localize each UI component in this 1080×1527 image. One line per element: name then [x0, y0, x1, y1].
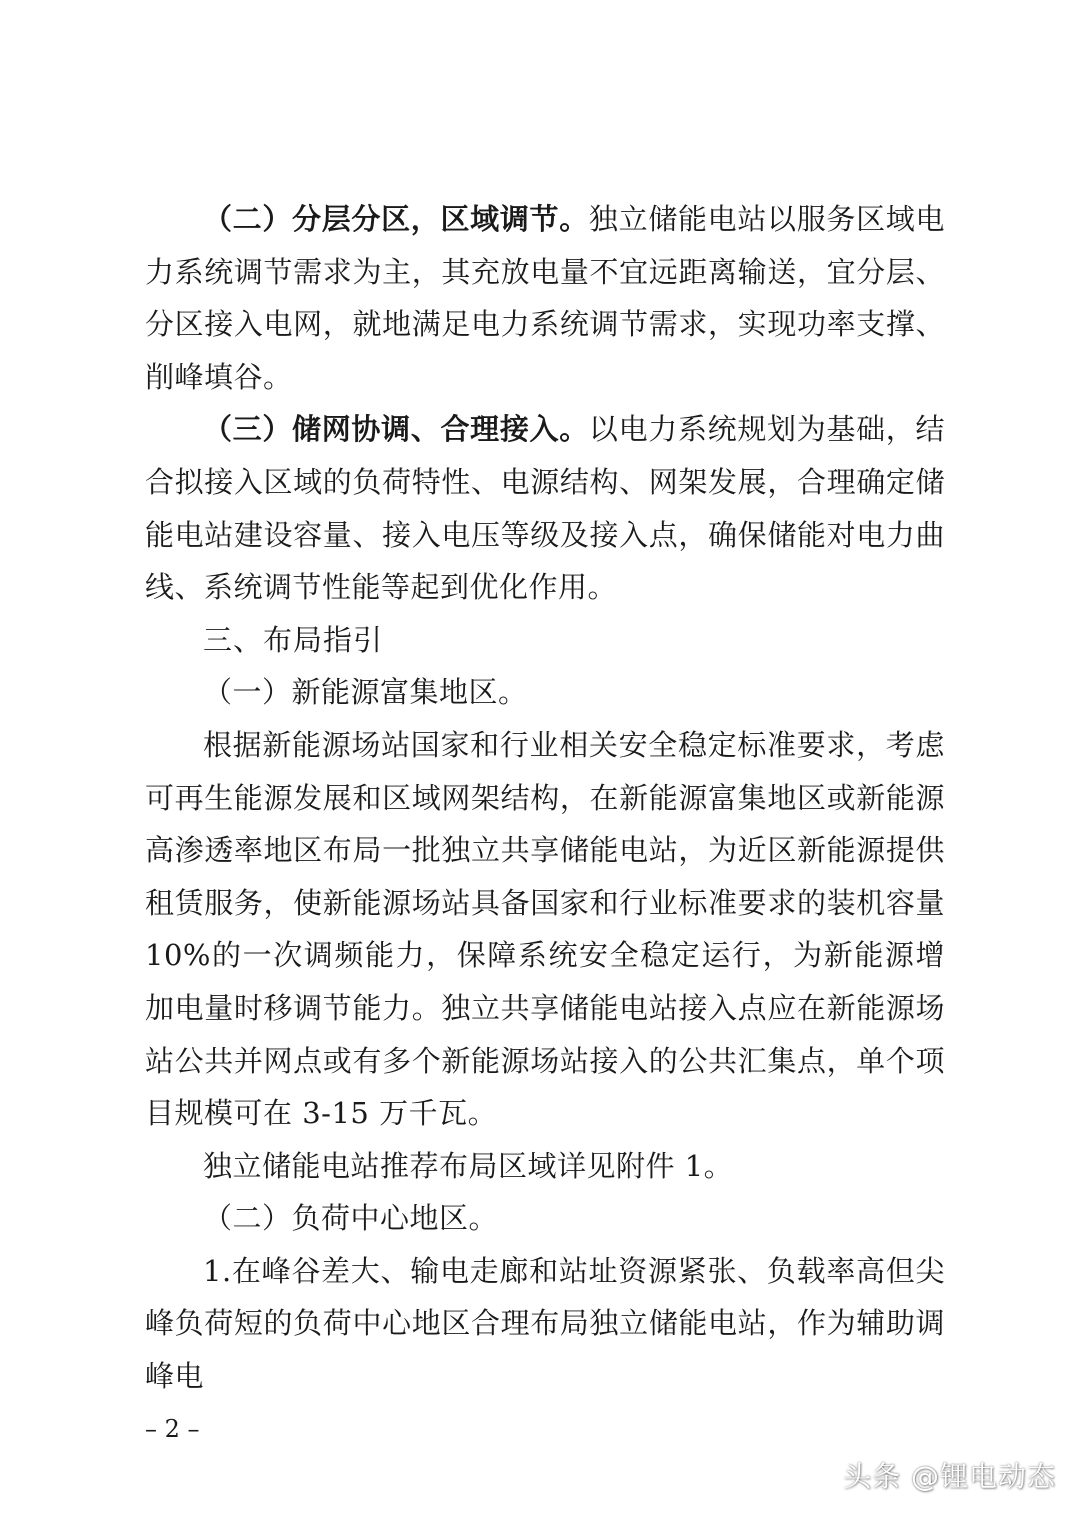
paragraph-lead: （二）分层分区，区域调节。 — [203, 202, 589, 236]
page-number: – 2 – — [145, 1415, 200, 1443]
paragraph-new-energy-regions: 根据新能源场站国家和行业相关安全稳定标准要求，考虑可再生能源发展和区域网架结构，在新能源富集地区或新能源高渗透率地区布局一批独立共享储能电站，为近区新能源提供租赁服务，使新能源场站具备国家和行业标准要求的装机容量 10%的一次调频能力，保障系统安全稳定运行，为新能源增加电量时移调节能力。独立共享储能电站接入点应在新能源场站公共并网点或有多个新能源场站接入的公共汇集点，单个项目规模可在 3-15 万千瓦。 — [145, 727, 945, 1131]
watermark: 头条 @锂电动态 — [843, 1460, 1056, 1493]
subsection-title-load-centers: （二）负荷中心地区。 — [203, 1201, 499, 1236]
paragraph-text: 以电力系统规划为基础，结合拟接入区域的负荷特性、电源结构、网架发展，合理确定储能电站建设容量、接入电压等级及接入点，确保储能对电力曲线、系统调节性能等起到优化作用。 — [145, 412, 945, 605]
paragraph-load-centers: 1.在峰谷差大、输电走廊和站址资源紧张、负载率高但尖峰负荷短的负荷中心地区合理布局独立储能电站，作为辅助调峰电 — [145, 1253, 945, 1394]
paragraph-layered-zoning — [145, 193, 945, 403]
paragraph-annex-note: 独立储能电站推荐布局区域详见附件 1。 — [203, 1148, 734, 1183]
paragraph-text: 独立储能电站以服务区域电力系统调节需求为主，其充放电量不宜远距离输送，宜分层、分区接入电网，就地满足电力系统调节需求，实现功率支撑、削峰填谷。 — [145, 202, 945, 394]
paragraph-lead: （三）储网协调、合理接入。 — [203, 412, 589, 447]
section-heading-layout-guidance: 三、布局指引 — [203, 622, 384, 657]
subsection-title-new-energy-regions: （一）新能源富集地区。 — [203, 675, 528, 710]
paragraph-grid-coordination — [145, 403, 945, 613]
document-body — [145, 193, 945, 1403]
